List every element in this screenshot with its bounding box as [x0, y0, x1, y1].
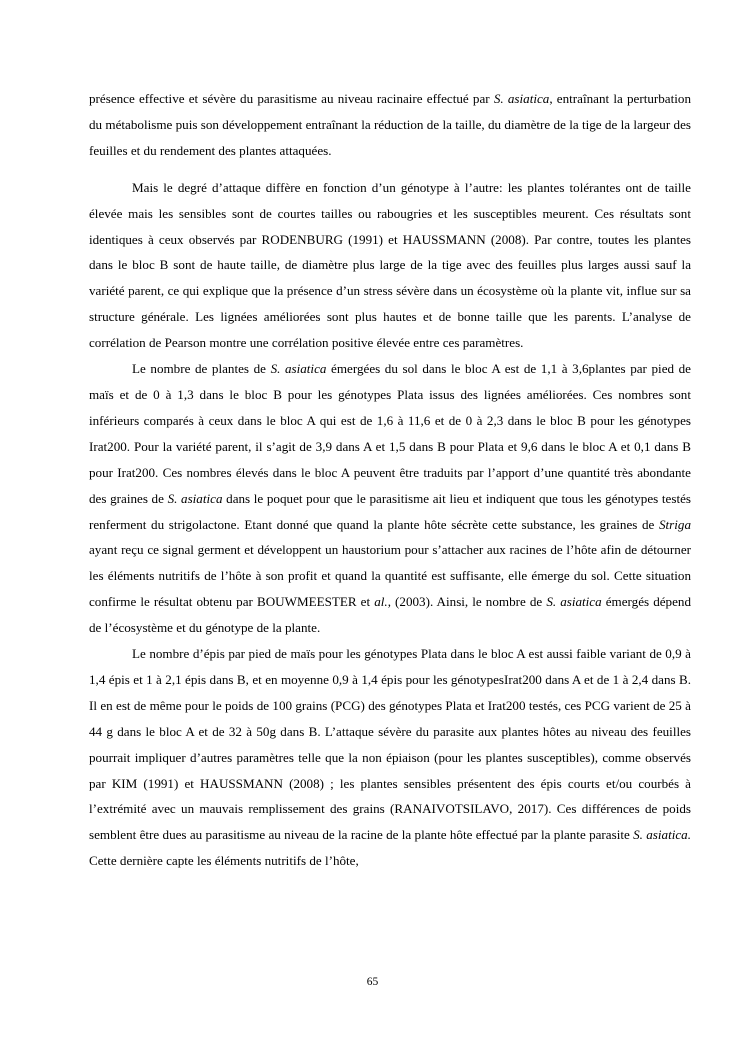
italic-text-segment: S. asiatica [270, 361, 327, 377]
paragraph-3 [89, 356, 691, 641]
text-segment: , (2003). Ainsi, le nombre de [387, 594, 547, 610]
text-segment: émergées du sol dans le bloc A est de 1,1 à 3,6plantes par pied de maïs et de 0 à 1,3 dans le bloc B pour les génotypes Plata issus des lignées améliorées. Ces nombres sont inférieurs comparés à ceux dans le bloc A qui est de 1,6 à 11,6 et de 0 à 2,3 dans le bloc B pour les génotypes Irat200. Pour la variété parent, il s’agit de 3,9 dans A et 1,5 dans B pour Plata et 9,6 dans le bloc A et 0,1 dans B pour Irat200. Ces nombres élevés dans le bloc A peuvent être traduits par l’apport d’une quantité très abondante des graines de [89, 361, 691, 506]
text-segment: présence effective et sévère du parasitisme au niveau racinaire effectué par [89, 91, 494, 106]
italic-text-segment: S. asiatica [493, 91, 550, 106]
text-segment: ayant reçu ce signal germent et développent un haustorium pour s’attacher aux racines de l’hôte afin de détourner les éléments nutritifs de l’hôte à son profit et quand la quantité est suffisante, elle émerge du sol. Cette situation confirme le résultat obtenu par BOUWMEESTER et [89, 542, 691, 610]
paragraph-4 [89, 641, 691, 874]
text-segment: , entraînant la perturbation du métabolisme puis son développement entraînant la réduction de la taille, du diamètre de la tige de la largeur des feuilles et du rendement des plantes attaquées. [89, 91, 691, 158]
page-number: 65 [366, 976, 379, 988]
italic-text-segment: al. [374, 594, 388, 610]
italic-text-segment: S. asiatica [167, 490, 223, 506]
paragraph-2 [89, 175, 691, 356]
paragraph-1 [89, 86, 691, 164]
text-segment: Le nombre de plantes de [132, 361, 271, 377]
text-segment: émergés dépend de l’écosystème et du génotype de la plante. [89, 594, 692, 636]
italic-text-segment: Striga [658, 516, 691, 532]
text-segment: Mais le degré d’attaque diffère en fonction d’un génotype à l’autre: les plantes tolérantes ont de taille élevée mais les sensibles sont de courtes tailles ou rabougries et les susceptibles meurent. Ces résultats sont identiques à ceux observés par RODENBURG (1991) et HAUSSMANN (2008). Par contre, toutes les plantes dans le bloc B sont de haute taille, de diamètre plus large de la tige avec des feuilles plus larges aussi sauf la variété parent, ce qui explique que la présence d’un stress sévère dans un écosystème où la plante vit, influe sur sa structure générale. Les lignées améliorées sont plus hautes et de bonne taille que les parents. L’analyse de corrélation de Pearson montre une corrélation positive élevée entre ces paramètres. [89, 179, 691, 351]
italic-text-segment: S. asiatica. [633, 827, 691, 843]
text-segment: Le nombre d’épis par pied de maïs pour les génotypes Plata dans le bloc A est aussi faible variant de 0,9 à 1,4 épis et 1 à 2,1 épis dans B, et en moyenne 0,9 à 1,4 épis pour les génotypesIrat200 dans A et de 1 à 2,4 dans B. Il en est de même pour le poids de 100 grains (PCG) des génotypes Plata et Irat200 testés, ces PCG varient de 25 à 44 g dans le bloc A et de 32 à 50g dans B. L’attaque sévère du parasite aux plantes hôtes au niveau des feuilles pourrait impliquer d’autres paramètres telle que la non épiaison (pour les plantes susceptibles), comme observés par KIM (1991) et HAUSSMANN (2008) ; les plantes sensibles présentent des épis courts et/ou courbés à l’extrémité avec un mauvais remplissement des grains (RANAIVOTSILAVO, 2017). Ces différences de poids semblent être dues au parasitisme au niveau de la racine de la plante hôte effectué par la plante parasite [89, 646, 691, 843]
page-body [89, 86, 691, 874]
text-segment: dans le poquet pour que le parasitisme ait lieu et indiquent que tous les génotypes testés renferment du strigolactone. Etant donné que quand la plante hôte sécrète cette substance, les graines de [89, 490, 691, 532]
text-segment: Cette dernière capte les éléments nutritifs de l’hôte, [89, 853, 359, 869]
italic-text-segment: S. asiatica [546, 594, 602, 610]
